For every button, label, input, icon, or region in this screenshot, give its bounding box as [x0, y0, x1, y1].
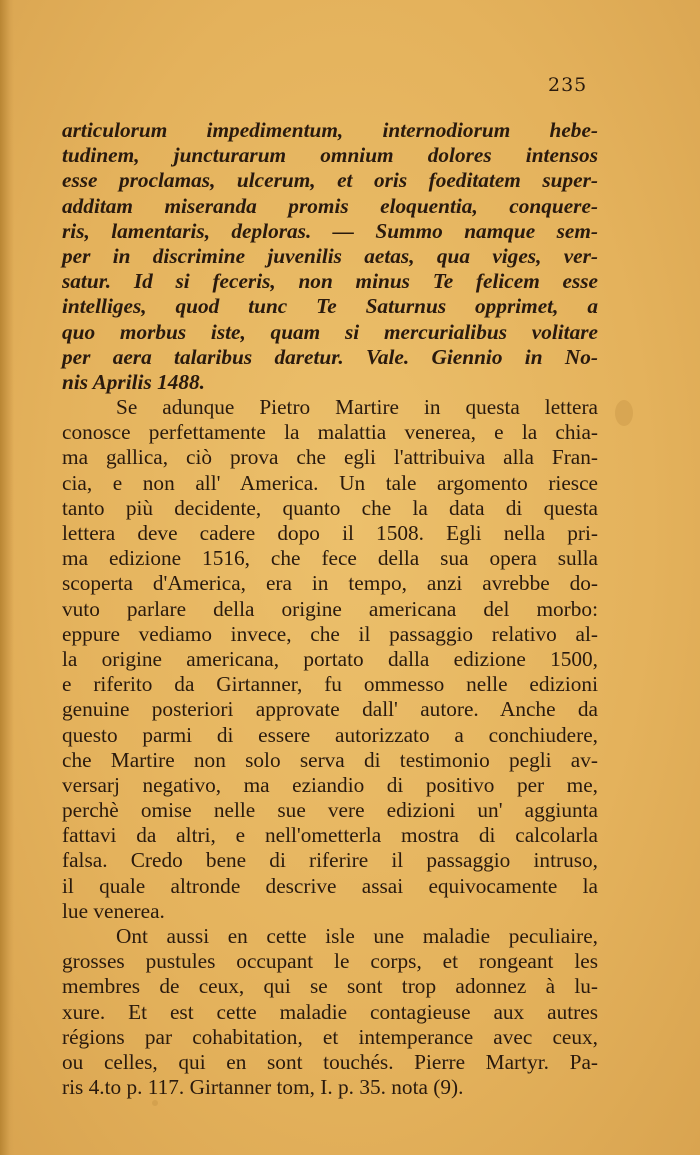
text-line: versarj negativo, ma eziandio di positivo per me,	[62, 772, 598, 797]
text-line: ris, lamentaris, deploras. — Summo namque sem-	[62, 218, 598, 243]
text-line: questo parmi di essere autorizzato a conchiudere,	[62, 722, 598, 747]
text-line: Se adunque Pietro Martire in questa lettera	[116, 395, 598, 420]
page-spine-shadow	[0, 0, 14, 1155]
paragraph	[62, 395, 598, 924]
text-line: grosses pustules occupant le corps, et rongeant les	[62, 949, 598, 974]
text-line: genuine posteriori approvate dall' autore. Anche da	[62, 697, 598, 722]
text-line: lue venerea.	[62, 898, 165, 923]
text-line: e riferito da Girtanner, fu ommesso nelle edizioni	[62, 672, 598, 697]
text-line: cia, e non all' America. Un tale argomento riesce	[62, 470, 598, 495]
paragraph	[62, 924, 598, 1100]
text-line: satur. Id si feceris, non minus Te felicem esse	[62, 269, 598, 294]
text-line: ris 4.to p. 117. Girtanner tom, I. p. 35. nota (9).	[62, 1075, 464, 1100]
text-line: il quale altronde descrive assai equivocamente la	[62, 873, 598, 898]
text-line: quo morbus iste, quam si mercurialibus volitare	[62, 319, 598, 344]
text-line: ma gallica, ciò prova che egli l'attribuiva alla Fran-	[62, 445, 598, 470]
text-line: falsa. Credo bene di riferire il passaggio intruso,	[62, 848, 598, 873]
text-line: lettera deve cadere dopo il 1508. Egli nella pri-	[62, 521, 598, 545]
text-line: vuto parlare della origine americana del morbo:	[62, 596, 598, 621]
text-line: membres de ceux, qui se sont trop adonnez à lu-	[62, 974, 598, 999]
text-line: perchè omise nelle sue vere edizioni un' aggiunta	[62, 798, 598, 823]
paper-stain	[152, 1100, 158, 1106]
text-line: Ont aussi en cette isle une maladie peculiaire,	[116, 924, 598, 948]
body-text	[62, 118, 598, 1100]
text-line: conosce perfettamente la malattia venerea, e la chia-	[62, 420, 598, 445]
text-line: eppure vediamo invece, che il passaggio relativo al-	[62, 621, 598, 646]
text-line: per aera talaribus daretur. Vale. Giennio in No-	[62, 344, 598, 369]
text-line: régions par cohabitation, et intemperance avec ceux,	[62, 1024, 598, 1049]
text-line: intelliges, quod tunc Te Saturnus opprimet, a	[62, 294, 598, 319]
text-line: additam miseranda promis eloquentia, conquere-	[62, 193, 598, 218]
text-line: esse proclamas, ulcerum, et oris foeditatem super-	[62, 168, 598, 193]
text-line: ma edizione 1516, che fece della sua opera sulla	[62, 546, 598, 571]
text-line: xure. Et est cette maladie contagieuse aux autres	[62, 999, 598, 1024]
text-line: tudinem, juncturarum omnium dolores intensos	[62, 143, 598, 168]
text-line: nis Aprilis 1488.	[62, 369, 206, 394]
text-line: articulorum impedimentum, internodiorum hebe-	[62, 118, 598, 142]
text-line: che Martire non solo serva di testimonio pegli av-	[62, 747, 598, 772]
paper-stain	[615, 400, 633, 426]
text-line: fattavi da altri, e nell'ometterla mostra di calcolarla	[62, 823, 598, 848]
paragraph	[62, 118, 598, 395]
text-line: per in discrimine juvenilis aetas, qua viges, ver-	[62, 243, 598, 268]
text-line: scoperta d'America, era in tempo, anzi avrebbe do-	[62, 571, 598, 596]
text-line: ou celles, qui en sont touchés. Pierre Martyr. Pa-	[62, 1049, 598, 1074]
text-line: la origine americana, portato dalla edizione 1500,	[62, 646, 598, 671]
text-line: tanto più decidente, quanto che la data di questa	[62, 495, 598, 520]
page-number: 235	[548, 74, 588, 96]
